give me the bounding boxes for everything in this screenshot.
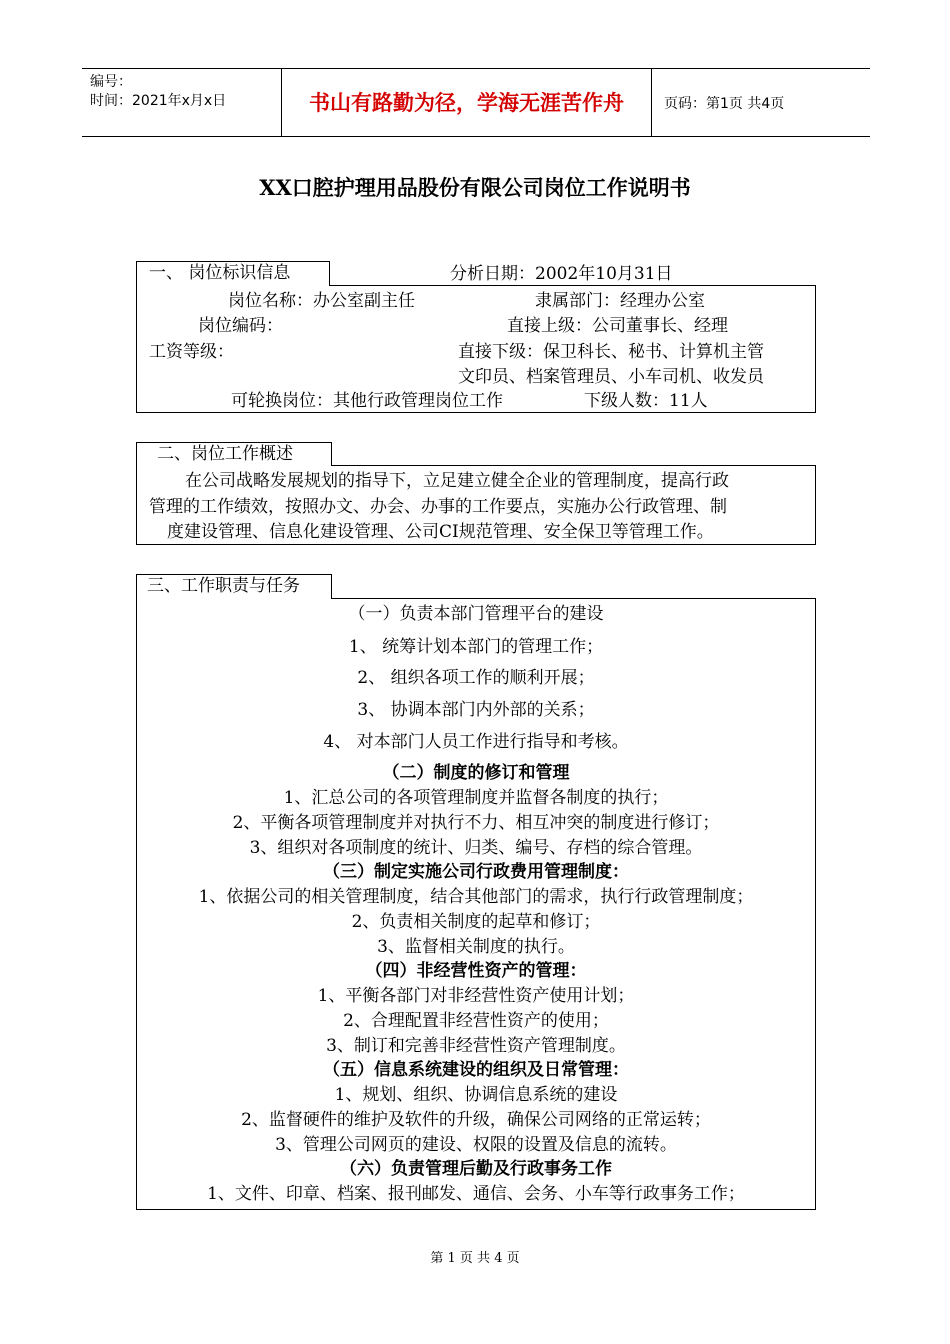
group2-item: 2、平衡各项管理制度并对执行不力、相互冲突的制度进行修订； <box>232 813 720 833</box>
group2-item: 1、汇总公司的各项管理制度并监督各制度的执行； <box>283 788 669 808</box>
job-name: 岗位名称：办公室副主任 <box>228 291 415 311</box>
job-code: 岗位编码： <box>198 316 283 336</box>
rotation-positions: 可轮换岗位：其他行政管理岗位工作 <box>231 391 503 411</box>
group3-title: （三）制定实施公司行政费用管理制度： <box>323 862 629 882</box>
document-title: XX口腔护理用品股份有限公司岗位工作说明书 <box>259 175 691 200</box>
department: 隶属部门：经理办公室 <box>535 291 705 311</box>
group2-title: （二）制度的修订和管理 <box>382 763 570 783</box>
overview-line-1: 在公司战略发展规划的指导下，立足建立健全企业的管理制度，提高行政 <box>185 471 729 491</box>
group1-item: 4、 对本部门人员工作进行指导和考核。 <box>323 732 629 752</box>
section2-tab: 二、岗位工作概述 <box>136 442 332 466</box>
group1-item: 3、 协调本部门内外部的关系； <box>357 700 595 720</box>
group4-item: 2、合理配置非经营性资产的使用； <box>343 1011 609 1031</box>
group4-item: 3、制订和完善非经营性资产管理制度。 <box>326 1036 626 1056</box>
salary-grade: 工资等级： <box>149 342 234 362</box>
group5-item: 3、管理公司网页的建设、权限的设置及信息的流转。 <box>275 1135 677 1155</box>
header-bottom-rule <box>82 136 870 137</box>
group1-item: 2、 组织各项工作的顺利开展； <box>357 668 595 688</box>
analysis-date: 分析日期：2002年10月31日 <box>450 264 673 284</box>
group1-title: （一）负责本部门管理平台的建设 <box>348 604 604 624</box>
group5-item: 2、监督硬件的维护及软件的升级，确保公司网络的正常运转； <box>241 1110 711 1130</box>
group5-title: （五）信息系统建设的组织及日常管理： <box>323 1060 629 1080</box>
overview-line-2: 管理的工作绩效，按照办文、办会、办事的工作要点，实施办公行政管理、制 <box>149 497 727 517</box>
direct-subordinates-1: 直接下级：保卫科长、秘书、计算机主管 <box>458 342 764 362</box>
section3-tab: 三、工作职责与任务 <box>136 574 332 599</box>
section1-tab: 一、 岗位标识信息 <box>136 261 330 286</box>
page-footer: 第 1 页 共 4 页 <box>430 1251 520 1266</box>
header-page-info: 页码：第1页 共4页 <box>664 96 785 112</box>
group4-item: 1、平衡各部门对非经营性资产使用计划； <box>317 986 635 1006</box>
group3-item: 3、监督相关制度的执行。 <box>377 937 575 957</box>
group2-item: 3、组织对各项制度的统计、归类、编号、存档的综合管理。 <box>249 838 703 858</box>
group6-title: （六）负责管理后勤及行政事务工作 <box>340 1159 612 1179</box>
direct-superior: 直接上级：公司董事长、经理 <box>507 316 728 336</box>
group4-title: （四）非经营性资产的管理： <box>365 961 587 981</box>
header-serial-label: 编号： <box>90 74 132 90</box>
subordinate-count: 下级人数：11人 <box>584 391 708 411</box>
header-date-label: 时间：2021年x月x日 <box>90 93 227 109</box>
header-motto: 书山有路勤为径，学海无涯苦作舟 <box>309 91 624 115</box>
direct-subordinates-2: 文印员、档案管理员、小车司机、收发员 <box>458 367 764 387</box>
group5-item: 1、规划、组织、协调信息系统的建设 <box>334 1085 618 1105</box>
overview-line-3: 度建设管理、信息化建设管理、公司CI规范管理、安全保卫等管理工作。 <box>167 522 714 542</box>
group6-item: 1、文件、印章、档案、报刊邮发、通信、会务、小车等行政事务工作； <box>207 1184 745 1204</box>
group1-item: 1、 统筹计划本部门的管理工作； <box>348 637 604 657</box>
group3-item: 1、依据公司的相关管理制度，结合其他部门的需求，执行行政管理制度； <box>198 887 754 907</box>
group3-item: 2、负责相关制度的起草和修订； <box>351 912 601 932</box>
